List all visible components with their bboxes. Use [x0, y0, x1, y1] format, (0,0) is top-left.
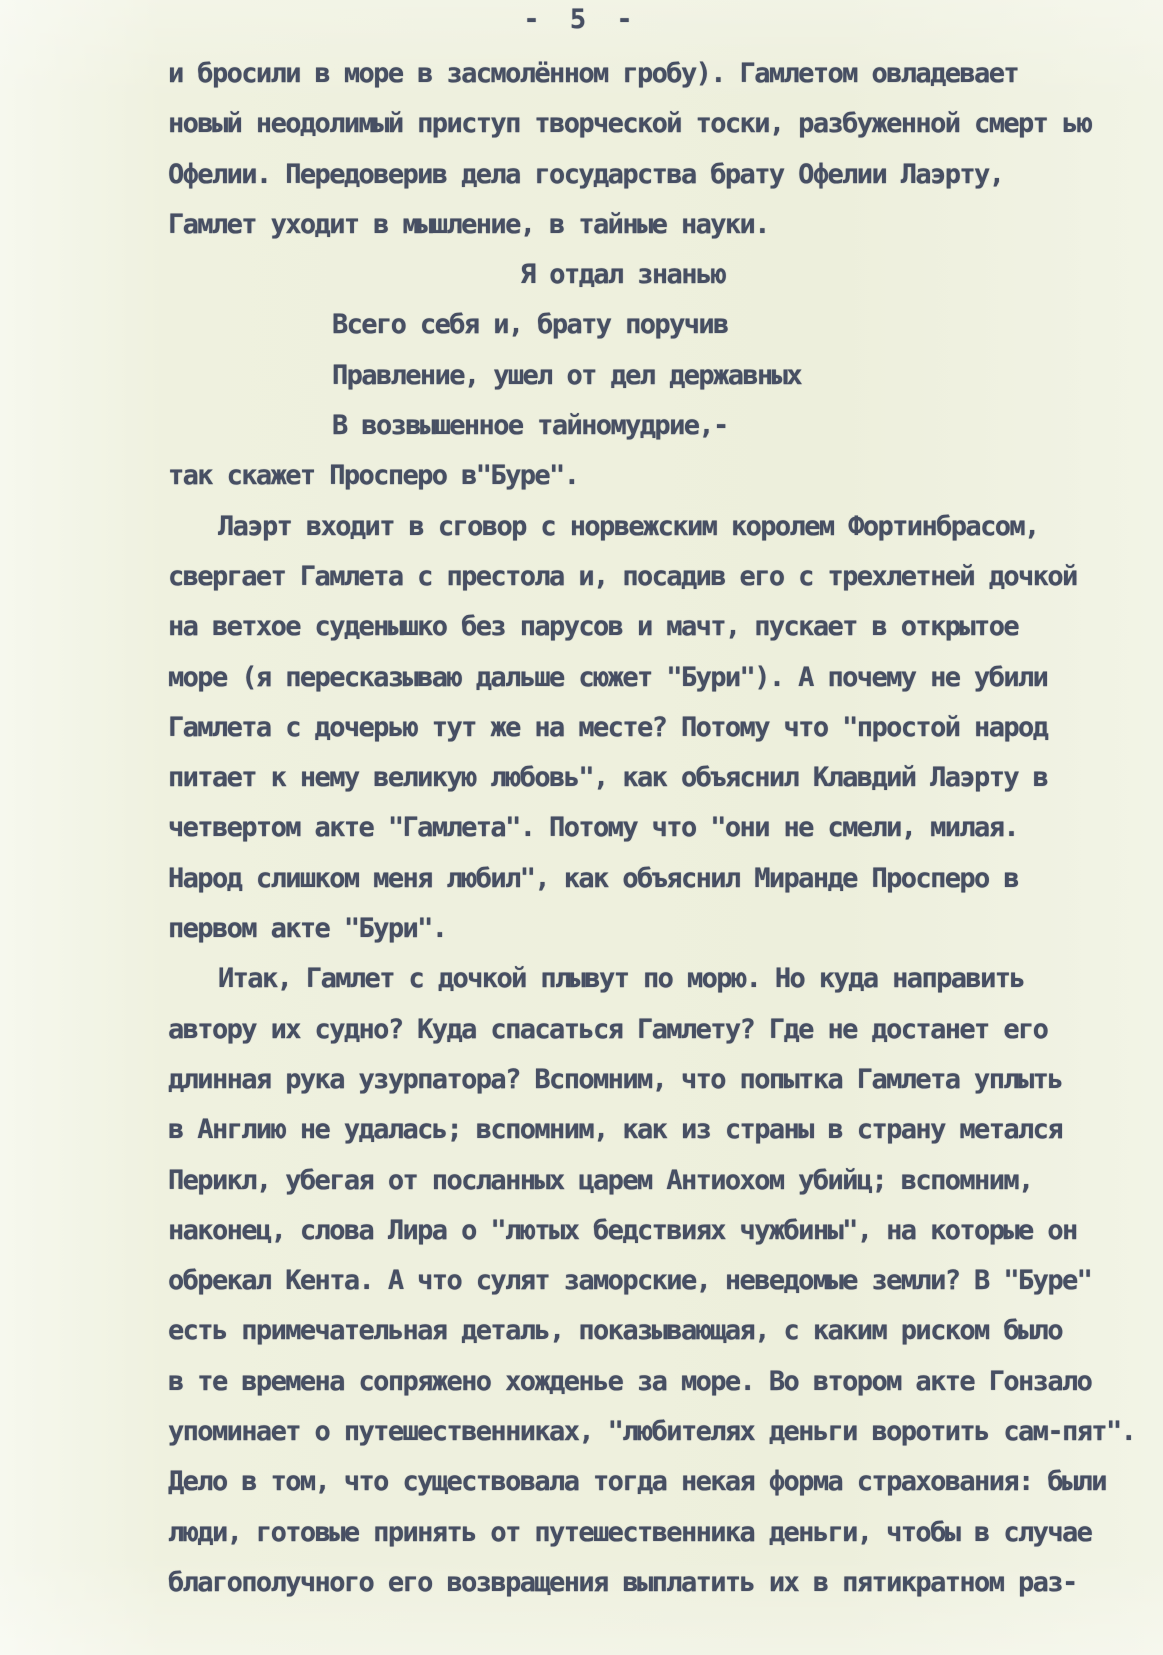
text-line: новый неодолимый приступ творческой тоски, разбуженной смерт ью [168, 108, 1092, 140]
text-line: благополучного его возвращения выплатить их в пятикратном раз- [168, 1566, 1077, 1598]
text-line: в Англию не удалась; вспомним, как из страны в страну метался [168, 1114, 1062, 1146]
text-line: длинная рука узурпатора? Вспомним, что попытка Гамлета уплыть [168, 1063, 1062, 1095]
text-line: люди, готовые принять от путешественника деньги, чтобы в случае [168, 1516, 1092, 1548]
text-line: Итак, Гамлет с дочкой плывут по морю. Но куда направить [218, 963, 1025, 995]
text-line: питает к нему великую любовь", как объяснил Клавдий Лаэрту в [168, 762, 1048, 794]
text-line: на ветхое суденышко без парусов и мачт, пускает в открытое [168, 611, 1019, 643]
text-line: Всего себя и, брату поручив [332, 309, 728, 341]
text-line: Офелии. Передоверив дела государства брату Офелии Лаэрту, [168, 158, 1004, 190]
text-line: автору их судно? Куда спасаться Гамлету? Где не достанет его [168, 1013, 1048, 1045]
text-line: Гамлет уходит в мышление, в тайные науки. [168, 208, 769, 240]
text-line: В возвышенное тайномудрие,- [332, 410, 728, 442]
text-line: Дело в том, что существовала тогда некая форма страхования: были [168, 1466, 1106, 1498]
text-line: море (я пересказываю дальше сюжет "Бури"). А почему не убили [168, 661, 1048, 693]
text-line: Я отдал знанью [520, 259, 726, 291]
text-line: обрекал Кента. А что сулят заморские, неведомые земли? В "Буре" [168, 1265, 1092, 1297]
text-line: Народ слишком меня любил", как объяснил Миранде Просперо в [168, 862, 1019, 894]
text-line: так скажет Просперо в"Буре". [168, 460, 579, 492]
text-line: Гамлета с дочерью тут же на месте? Потому что "простой народ [168, 711, 1048, 743]
text-line: Лаэрт входит в сговор с норвежским королем Фортинбрасом, [218, 510, 1039, 542]
page-number: - 5 - [523, 4, 640, 35]
text-line: упоминает о путешественниках, "любителях деньги воротить сам-пят". [168, 1416, 1136, 1448]
text-line: в те времена сопряжено хожденье за море. Во втором акте Гонзало [168, 1365, 1092, 1397]
text-line: наконец, слова Лира о "лютых бедствиях чужбины", на которые он [168, 1214, 1077, 1246]
text-line: четвертом акте "Гамлета". Потому что "они не смели, милая. [168, 812, 1019, 844]
typewritten-text-block [168, 49, 1136, 1608]
text-line: есть примечательная деталь, показывающая, с каким риском было [168, 1315, 1062, 1347]
text-line: первом акте "Бури". [168, 913, 447, 945]
text-line: свергает Гамлета с престола и, посадив его с трехлетней дочкой [168, 560, 1077, 592]
text-line: Правление, ушел от дел державных [332, 359, 801, 391]
text-line: Перикл, убегая от посланных царем Антиохом убийц; вспомним, [168, 1164, 1033, 1196]
text-line: и бросили в море в засмолённом гробу). Гамлетом овладевает [168, 58, 1019, 89]
